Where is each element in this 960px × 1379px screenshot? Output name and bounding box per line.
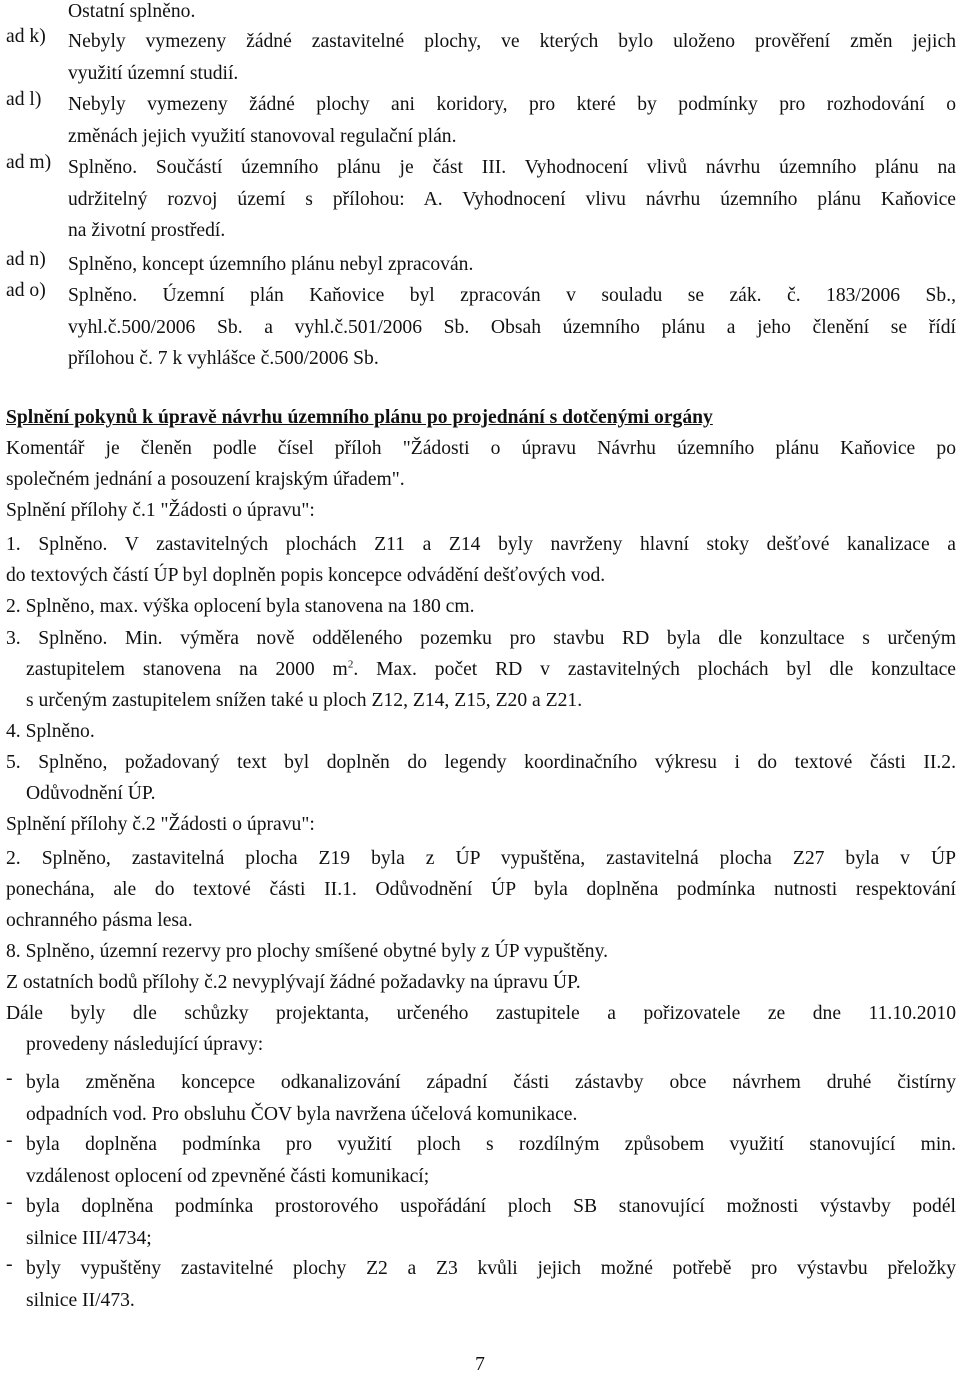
dash-bullet: -: [6, 1068, 13, 1089]
ad-line: Nebyly vymezeny žádné zastavitelné plochy, ve kterých bylo uloženo prověření změn jejich: [68, 31, 956, 52]
annex1-item1-line: 1. Splněno. V zastavitelných plochách Z11 a Z14 byly navrženy hlavní stoky dešťové kanalizace a: [6, 534, 956, 555]
dash-line: silnice III/4734;: [26, 1227, 152, 1249]
ad-label: ad m): [6, 152, 52, 173]
annex1-title: Splnění přílohy č.1 "Žádosti o úpravu":: [6, 500, 315, 521]
dash-line: byla doplněna podmínka pro využití ploch s rozdílným způsobem využití stanovující min.: [26, 1134, 956, 1155]
dash-line: byla doplněna podmínka prostorového uspořádání ploch SB stanovující možnosti výstavby podél: [26, 1196, 956, 1217]
superscript: 2: [347, 658, 354, 671]
ad-line: na životní prostředí.: [68, 220, 226, 241]
annex2-title: Splnění přílohy č.2 "Žádosti o úpravu":: [6, 814, 315, 835]
area-text: zastupitelem stanovena na 2000 m: [26, 659, 348, 680]
annex1-item3-line: [26, 658, 956, 682]
top-line: Ostatní splněno.: [68, 1, 196, 22]
ad-label: ad n): [6, 249, 46, 270]
ad-text: [68, 26, 956, 89]
ad-line: Splněno. Součástí územního plánu je část III. Vyhodnocení vlivů návrhu územního plánu na: [68, 157, 956, 178]
ad-line: vyhl.č.500/2006 Sb. a vyhl.č.501/2006 Sb. Obsah územního plánu a jeho členění se řídí: [68, 316, 956, 338]
dash-line: odpadních vod. Pro obsluhu ČOV byla navržena účelová komunikace.: [26, 1103, 578, 1125]
meeting-line: Dále byly dle schůzky projektanta, určeného zastupitele a pořizovatele ze dne 11.10.2010: [6, 1003, 956, 1024]
dash-line: silnice II/473.: [26, 1289, 135, 1311]
annex1-item4: 4. Splněno.: [6, 721, 95, 742]
annex1-item5-line: Odůvodnění ÚP.: [26, 783, 156, 804]
annex2-item8: 8. Splněno, územní rezervy pro plochy smíšené obytné byly z ÚP vypuštěny.: [6, 941, 609, 962]
ad-line: Splněno, koncept územního plánu nebyl zpracován.: [68, 254, 474, 275]
page-number: 7: [475, 1354, 485, 1375]
ad-text: [68, 280, 956, 375]
ad-label: ad o): [6, 280, 46, 301]
ad-label: ad k): [6, 26, 46, 47]
ad-line: využití územní studií.: [68, 62, 239, 84]
dash-bullet: -: [6, 1130, 13, 1151]
ad-line: Splněno. Územní plán Kaňovice byl zpracován v souladu se zák. č. 183/2006 Sb.,: [68, 285, 956, 306]
count-text: . Max. počet RD v zastavitelných plochách byl dle konzultace: [353, 659, 957, 680]
comment-line: Komentář je členěn podle čísel příloh "Žádosti o úpravu Návrhu územního plánu Kaňovice po: [6, 438, 956, 459]
annex1-item5-line: 5. Splněno, požadovaný text byl doplněn do legendy koordinačního výkresu i do textové části II.2.: [6, 752, 956, 773]
comment-line: společném jednání a posouzení krajským úřadem".: [6, 469, 405, 490]
annex1-item1-line: do textových částí ÚP byl doplněn popis koncepce odvádění dešťových vod.: [6, 565, 606, 586]
annex1-item2: 2. Splněno, max. výška oplocení byla stanovena na 180 cm.: [6, 596, 475, 617]
ad-text: [68, 89, 956, 152]
annex1-item3-line: s určeným zastupitelem snížen také u ploch Z12, Z14, Z15, Z20 a Z21.: [26, 690, 583, 711]
ad-label: ad l): [6, 89, 42, 110]
dash-bullet: -: [6, 1192, 13, 1213]
ad-text: [68, 249, 956, 281]
annex2-item2-line: ochranného pásma lesa.: [6, 910, 193, 931]
dash-line: byly vypuštěny zastavitelné plochy Z2 a Z3 kvůli jejich možné potřebě pro výstavbu přeložky: [26, 1258, 956, 1279]
ad-line: přílohou č. 7 k vyhlášce č.500/2006 Sb.: [68, 348, 379, 369]
meeting-line: provedeny následující úpravy:: [26, 1034, 264, 1055]
annex1-item3-line: 3. Splněno. Min. výměra nově odděleného pozemku pro stavbu RD byla dle konzultace s určeným: [6, 628, 956, 649]
ad-line: udržitelný rozvoj území s přílohou: A. Vyhodnocení vlivu návrhu územního plánu Kaňovice: [68, 188, 956, 210]
annex2-item2-line: ponechána, ale do textové části II.1. Odůvodnění ÚP byla doplněna podmínka nutnosti respektování: [6, 879, 956, 900]
ad-text: [68, 152, 956, 247]
ad-line: Nebyly vymezeny žádné plochy ani koridory, pro které by podmínky pro rozhodování o: [68, 94, 956, 115]
section-heading: Splnění pokynů k úpravě návrhu územního plánu po projednání s dotčenými orgány: [6, 407, 713, 428]
annex2-rest: Z ostatních bodů přílohy č.2 nevyplývají žádné požadavky na úpravu ÚP.: [6, 972, 581, 993]
dash-bullet: -: [6, 1254, 13, 1275]
dash-line: byla změněna koncepce odkanalizování západní části zástavby obce návrhem druhé čistírny: [26, 1072, 956, 1093]
dash-line: vzdálenost oplocení od zpevněné části komunikací;: [26, 1165, 430, 1187]
annex2-item2-line: 2. Splněno, zastavitelná plocha Z19 byla z ÚP vypuštěna, zastavitelná plocha Z27 byla v ÚP: [6, 848, 956, 869]
ad-line: změnách jejich využití stanovoval regulační plán.: [68, 125, 457, 147]
